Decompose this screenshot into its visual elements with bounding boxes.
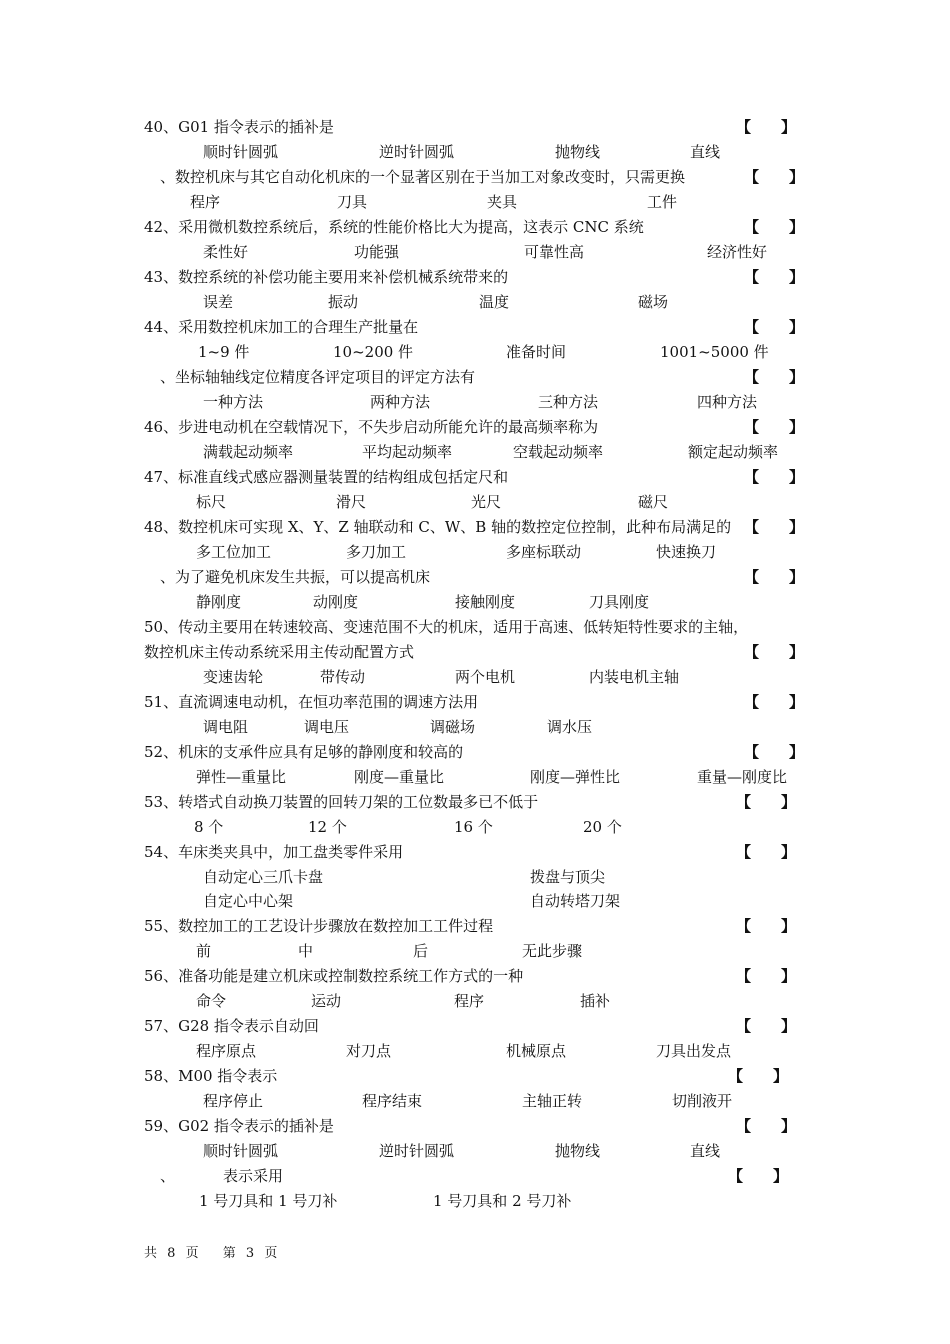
question-text: 、数控机床与其它自动化机床的一个显著区别在于当加工对象改变时，只需更换	[160, 168, 686, 186]
option-a: 程序停止	[203, 1092, 264, 1110]
option-c: 空载起动频率	[513, 443, 604, 461]
option-b: 对刀点	[346, 1042, 392, 1060]
question-text: 59、G02 指令表示的插补是	[144, 1117, 334, 1135]
option-c: 多座标联动	[506, 543, 582, 561]
option-d: 切削液开	[672, 1092, 733, 1110]
question-text: 43、数控系统的补偿功能主要用来补偿机械系统带来的	[144, 268, 509, 286]
option-d: 无此步骤	[522, 942, 583, 960]
option-d: 刀具出发点	[656, 1042, 732, 1060]
option-a: 误差	[203, 293, 234, 311]
question-text: 40、G01 指令表示的插补是	[144, 118, 334, 136]
answer-bracket: 【 】	[744, 168, 805, 186]
question-text: 42、采用微机数控系统后，系统的性能价格比大为提高，这表示 CNC 系统	[144, 218, 644, 236]
option-d: 20 个	[583, 818, 622, 836]
question-55	[0, 914, 950, 939]
answer-bracket: 【 】	[728, 1167, 789, 1185]
options-44	[0, 340, 950, 365]
option-c: 自定心中心架	[203, 892, 294, 910]
option-c: 调磁场	[430, 718, 476, 736]
option-a: 静刚度	[196, 593, 242, 611]
option-d: 快速换刀	[656, 543, 717, 561]
options-46	[0, 440, 950, 465]
footer-current-label: 第	[222, 1246, 236, 1261]
question-text: 、坐标轴轴线定位精度各评定项目的评定方法有	[160, 368, 476, 386]
option-c: 三种方法	[538, 393, 599, 411]
option-b: 逆时针圆弧	[379, 143, 455, 161]
question-50-continued	[0, 640, 950, 665]
options-48	[0, 540, 950, 565]
option-d: 直线	[690, 1142, 721, 1160]
question-53	[0, 790, 950, 815]
option-b: 10~200 件	[333, 343, 414, 361]
option-b: 动刚度	[313, 593, 359, 611]
option-d: 四种方法	[697, 393, 758, 411]
answer-bracket: 【 】	[728, 1067, 789, 1085]
question-60	[0, 1164, 950, 1189]
option-b: 两种方法	[370, 393, 431, 411]
answer-bracket: 【 】	[744, 468, 805, 486]
option-d: 调水压	[547, 718, 593, 736]
option-d: 重量—刚度比	[697, 768, 788, 786]
options-52	[0, 765, 950, 790]
option-b: 1 号刀具和 2 号刀补	[433, 1192, 572, 1210]
option-c: 温度	[479, 293, 510, 311]
question-40	[0, 115, 950, 140]
options-54-row1	[0, 865, 950, 890]
option-a: 1 号刀具和 1 号刀补	[199, 1192, 338, 1210]
option-b: 带传动	[320, 668, 366, 686]
options-57	[0, 1039, 950, 1064]
option-a: 多工位加工	[196, 543, 272, 561]
answer-bracket: 【 】	[744, 568, 805, 586]
option-a: 前	[196, 942, 212, 960]
option-c: 机械原点	[506, 1042, 567, 1060]
question-text: 54、车床类夹具中，加工盘类零件采用	[144, 843, 404, 861]
answer-bracket: 【 】	[744, 518, 805, 536]
footer-page-unit: 页	[185, 1246, 199, 1261]
question-57	[0, 1014, 950, 1039]
question-text: 50、传动主要用在转速较高、变速范围不大的机床，适用于高速、低转矩特性要求的主轴，	[144, 618, 749, 636]
answer-bracket: 【 】	[736, 967, 797, 985]
option-c: 可靠性高	[524, 243, 585, 261]
option-b: 刀具	[337, 193, 368, 211]
option-d: 直线	[690, 143, 721, 161]
options-47	[0, 490, 950, 515]
question-42	[0, 215, 950, 240]
options-42	[0, 240, 950, 265]
option-a: 程序	[190, 193, 221, 211]
answer-bracket: 【 】	[736, 843, 797, 861]
footer-total-label: 共	[144, 1246, 158, 1261]
question-59	[0, 1114, 950, 1139]
options-50	[0, 665, 950, 690]
question-51	[0, 690, 950, 715]
question-47	[0, 465, 950, 490]
option-c: 准备时间	[506, 343, 567, 361]
answer-bracket: 【 】	[744, 318, 805, 336]
answer-bracket: 【 】	[744, 643, 805, 661]
question-49	[0, 565, 950, 590]
answer-bracket: 【 】	[744, 368, 805, 386]
question-text: 58、M00 指令表示	[144, 1067, 278, 1085]
option-c: 两个电机	[455, 668, 516, 686]
footer-total-pages: 8	[167, 1246, 176, 1261]
option-c: 后	[413, 942, 429, 960]
answer-bracket: 【 】	[744, 418, 805, 436]
option-a: 8 个	[194, 818, 224, 836]
footer-current-page: 3	[245, 1246, 255, 1261]
option-b: 刚度—重量比	[354, 768, 445, 786]
option-c: 抛物线	[555, 143, 601, 161]
options-56	[0, 989, 950, 1014]
option-c: 光尺	[471, 493, 502, 511]
option-b: 滑尺	[336, 493, 367, 511]
question-text: 56、准备功能是建立机床或控制数控系统工作方式的一种	[144, 967, 524, 985]
question-58	[0, 1064, 950, 1089]
option-b: 拨盘与顶尖	[530, 868, 606, 886]
option-a: 命令	[196, 992, 227, 1010]
option-a: 弹性—重量比	[196, 768, 287, 786]
question-46	[0, 415, 950, 440]
question-45	[0, 365, 950, 390]
page-footer	[144, 1244, 283, 1264]
option-d: 自动转塔刀架	[530, 892, 621, 910]
question-text-continued: 数控机床主传动系统采用主传动配置方式	[144, 643, 415, 661]
question-52	[0, 740, 950, 765]
answer-bracket: 【 】	[744, 268, 805, 286]
question-48	[0, 515, 950, 540]
question-text: 52、机床的支承件应具有足够的静刚度和较高的	[144, 743, 464, 761]
option-a: 顺时针圆弧	[203, 143, 279, 161]
option-b: 逆时针圆弧	[379, 1142, 455, 1160]
options-51	[0, 715, 950, 740]
options-59	[0, 1139, 950, 1164]
answer-bracket: 【 】	[736, 793, 797, 811]
option-d: 磁尺	[638, 493, 669, 511]
question-56	[0, 964, 950, 989]
option-d: 插补	[580, 992, 611, 1010]
question-text: 46、步进电动机在空载情况下，不失步启动所能允许的最高频率称为	[144, 418, 599, 436]
question-text: 47、标准直线式感应器测量装置的结构组成包括定尺和	[144, 468, 509, 486]
option-a: 程序原点	[196, 1042, 257, 1060]
question-text: 53、转塔式自动换刀装置的回转刀架的工位数最多已不低于	[144, 793, 539, 811]
question-41	[0, 165, 950, 190]
option-b: 平均起动频率	[362, 443, 453, 461]
question-43	[0, 265, 950, 290]
option-c: 16 个	[454, 818, 493, 836]
option-b: 运动	[311, 992, 342, 1010]
option-a: 一种方法	[203, 393, 264, 411]
option-b: 中	[298, 942, 314, 960]
option-d: 工件	[647, 193, 678, 211]
options-41	[0, 190, 950, 215]
question-text: 57、G28 指令表示自动回	[144, 1017, 319, 1035]
option-b: 多刀加工	[346, 543, 407, 561]
option-b: 功能强	[354, 243, 400, 261]
option-b: 振动	[328, 293, 359, 311]
option-d: 1001~5000 件	[660, 343, 769, 361]
question-text: 44、采用数控机床加工的合理生产批量在	[144, 318, 419, 336]
option-c: 程序	[454, 992, 485, 1010]
option-b: 12 个	[308, 818, 347, 836]
question-text: 51、直流调速电动机，在恒功率范围的调速方法用	[144, 693, 479, 711]
option-d: 经济性好	[707, 243, 768, 261]
answer-bracket: 【 】	[736, 1017, 797, 1035]
option-a: 自动定心三爪卡盘	[203, 868, 324, 886]
option-c: 主轴正转	[522, 1092, 583, 1110]
answer-bracket: 【 】	[744, 218, 805, 236]
option-a: 满载起动频率	[203, 443, 294, 461]
answer-bracket: 【 】	[736, 917, 797, 935]
option-c: 抛物线	[555, 1142, 601, 1160]
option-a: 调电阻	[203, 718, 249, 736]
option-a: 柔性好	[203, 243, 249, 261]
option-d: 磁场	[638, 293, 669, 311]
option-a: 标尺	[196, 493, 227, 511]
answer-bracket: 【 】	[744, 743, 805, 761]
question-text-b: 表示采用	[223, 1167, 284, 1185]
option-a: 顺时针圆弧	[203, 1142, 279, 1160]
question-text: 、为了避免机床发生共振，可以提高机床	[160, 568, 431, 586]
question-50	[0, 615, 950, 640]
options-60	[0, 1189, 950, 1214]
question-text: 48、数控机床可实现 X、Y、Z 轴联动和 C、W、B 轴的数控定位控制，此种布局满足的	[144, 518, 732, 536]
options-49	[0, 590, 950, 615]
answer-bracket: 【 】	[736, 1117, 797, 1135]
options-58	[0, 1089, 950, 1114]
question-44	[0, 315, 950, 340]
option-c: 刚度—弹性比	[530, 768, 621, 786]
question-54	[0, 840, 950, 865]
option-c: 接触刚度	[455, 593, 516, 611]
options-53	[0, 815, 950, 840]
option-b: 程序结束	[362, 1092, 423, 1110]
option-d: 内装电机主轴	[589, 668, 680, 686]
options-55	[0, 939, 950, 964]
option-c: 夹具	[487, 193, 518, 211]
answer-bracket: 【 】	[744, 693, 805, 711]
options-45	[0, 390, 950, 415]
answer-bracket: 【 】	[736, 118, 797, 136]
question-text: 55、数控加工的工艺设计步骤放在数控加工工件过程	[144, 917, 494, 935]
footer-current-unit: 页	[264, 1246, 278, 1261]
options-54-row2	[0, 889, 950, 914]
option-b: 调电压	[304, 718, 350, 736]
option-a: 变速齿轮	[203, 668, 264, 686]
question-text: 、	[160, 1167, 176, 1185]
option-d: 刀具刚度	[589, 593, 650, 611]
options-43	[0, 290, 950, 315]
option-a: 1~9 件	[198, 343, 250, 361]
options-40	[0, 140, 950, 165]
option-d: 额定起动频率	[688, 443, 779, 461]
